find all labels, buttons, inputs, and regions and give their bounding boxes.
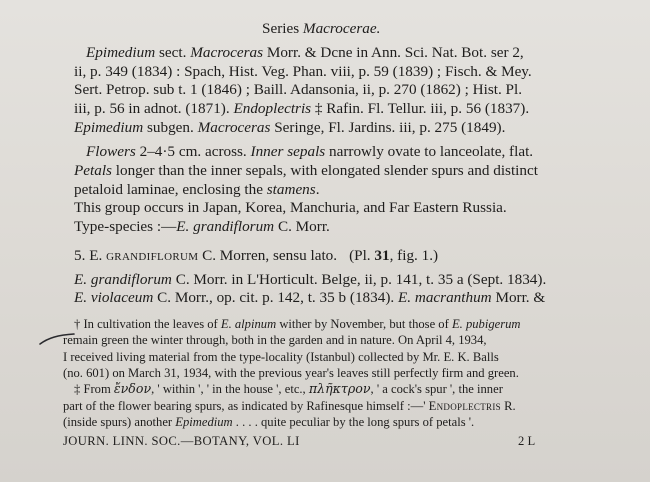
synonymy-line-5 (74, 120, 505, 135)
text-run: iii, p. 56 in adnot. (1871). (74, 100, 234, 117)
text-run: (no. 601) on March 31, 1934, with the previous year's leaves still perfectly firm and green. (63, 366, 519, 380)
species-heading (74, 248, 438, 263)
description-line-3 (74, 182, 319, 197)
text-run: This group occurs in Japan, Korea, Manchuria, and Far Eastern Russia. (74, 199, 507, 216)
text-run: C. Morr. (274, 218, 330, 235)
journal-footer (63, 435, 300, 448)
species-name: E. grandiflorum (74, 271, 172, 288)
text-run: part of the flower bearing spurs, as indicated by Rafinesque himself :—' (63, 399, 429, 413)
text-run: . . . . quite peculiar by the long spurs of petals '. (232, 415, 475, 429)
species-name: E. alpinum (220, 317, 277, 331)
term: Inner sepals (250, 143, 326, 160)
footnote-line-2 (63, 334, 487, 347)
species-name: E. grandiflorum (176, 218, 275, 235)
text-run: petaloid laminae, enclosing the (74, 181, 267, 198)
section-name: Macroceras (190, 44, 264, 61)
text-run: remain green the winter through, both in the garden and in nature. On April 4, 1934, (63, 333, 487, 347)
plate-number: 31 (374, 247, 390, 264)
footnote-line-1 (74, 318, 521, 331)
text-run: . (315, 181, 320, 198)
term: Flowers (86, 143, 136, 160)
synonymy-line-3 (74, 82, 522, 97)
subgenus-name: Macroceras (197, 119, 271, 136)
text-run: 2–4·5 cm. across. (135, 143, 251, 160)
text-run: Morr. & Dcne in Ann. Sci. Nat. Bot. ser 2, (263, 44, 524, 61)
text-run: C. Morr. in L'Horticult. Belge, ii, p. 141, t. 35 a (Sept. 1834). (171, 271, 547, 288)
plate-reference: , fig. 1.) (389, 247, 439, 264)
species-epithet: grandiflorum (106, 247, 199, 264)
text-run: Morr. & (491, 289, 546, 306)
text-run: , ' within ', ' in the house ', etc., (151, 382, 309, 396)
signature-text: 2 L (518, 434, 536, 448)
footnote-line-4 (63, 367, 519, 380)
text-run: wither by November, but those of (276, 317, 452, 331)
text-run: ‡ From (74, 382, 114, 396)
species-name: E. macranthum (397, 289, 492, 306)
pen-stroke-mark (38, 330, 78, 348)
greek-word: ἔνδον (113, 381, 152, 396)
footnote-line-7 (63, 416, 474, 429)
series-heading (262, 21, 380, 36)
synonymy-line-4 (74, 101, 529, 116)
description-line-2 (74, 163, 538, 178)
text-run: I received living material from the type-locality (Istanbul) collected by Mr. E. K. Balls (63, 350, 499, 364)
genus-name: Epimedium (86, 44, 156, 61)
text-run: † In cultivation the leaves of (74, 317, 221, 331)
text-run: C. Morr., op. cit. p. 142, t. 35 b (1834). (153, 289, 398, 306)
species-authority: C. Morren, sensu lato. (198, 247, 338, 264)
text-run: longer than the inner sepals, with elongated slender spurs and distinct (111, 162, 538, 179)
text-run: ii, p. 349 (1834) : Spach, Hist. Veg. Phan. viii, p. 59 (1839) ; Fisch. & Mey. (74, 63, 532, 80)
greek-word: πλῆκτρον (308, 381, 371, 396)
description-line-1 (86, 144, 533, 159)
footnote-line-3 (63, 351, 499, 364)
genus-name: Epimedium (74, 119, 144, 136)
text-run: Type-species :— (74, 218, 177, 235)
species-synonym-line-2 (74, 290, 545, 305)
text-run: R. (500, 399, 516, 413)
genus-name: Epimedium (175, 415, 233, 429)
plate-reference: (Pl. (349, 247, 375, 264)
text-run: (inside spurs) another (63, 415, 176, 429)
genus-name: Endoplectris (428, 399, 501, 413)
text-run: Sert. Petrop. sub t. 1 (1846) ; Baill. Adansonia, ii, p. 270 (1862) ; Hist. Pl. (74, 81, 523, 98)
synonymy-line-2 (74, 64, 532, 79)
description-line-5 (74, 219, 330, 234)
species-name: E. violaceum (74, 289, 154, 306)
footnote-line-5 (74, 383, 503, 396)
species-name: E. pubigerum (451, 317, 521, 331)
genus-name: Endoplectris (233, 100, 312, 117)
text-run: sect. (155, 44, 191, 61)
text-run: , ' a cock's spur ', the inner (370, 382, 503, 396)
text-run: Seringe, Fl. Jardins. iii, p. 275 (1849). (270, 119, 506, 136)
series-heading-prefix: Series (262, 20, 303, 37)
signature-mark (518, 435, 535, 448)
text-run: narrowly ovate to lanceolate, flat. (325, 143, 534, 160)
series-heading-name: Macrocerae. (302, 20, 381, 37)
species-synonym-line-1 (74, 272, 546, 287)
term: Petals (74, 162, 112, 179)
species-number: 5. E. (74, 247, 107, 264)
description-line-4 (74, 200, 507, 215)
text-run: ‡ Rafin. Fl. Tellur. iii, p. 56 (1837). (311, 100, 530, 117)
synonymy-line-1 (86, 45, 524, 60)
footnote-line-6 (63, 400, 516, 413)
journal-title: JOURN. LINN. SOC.—BOTANY, VOL. LI (63, 434, 300, 448)
term: stamens (266, 181, 316, 198)
text-run: subgen. (143, 119, 198, 136)
